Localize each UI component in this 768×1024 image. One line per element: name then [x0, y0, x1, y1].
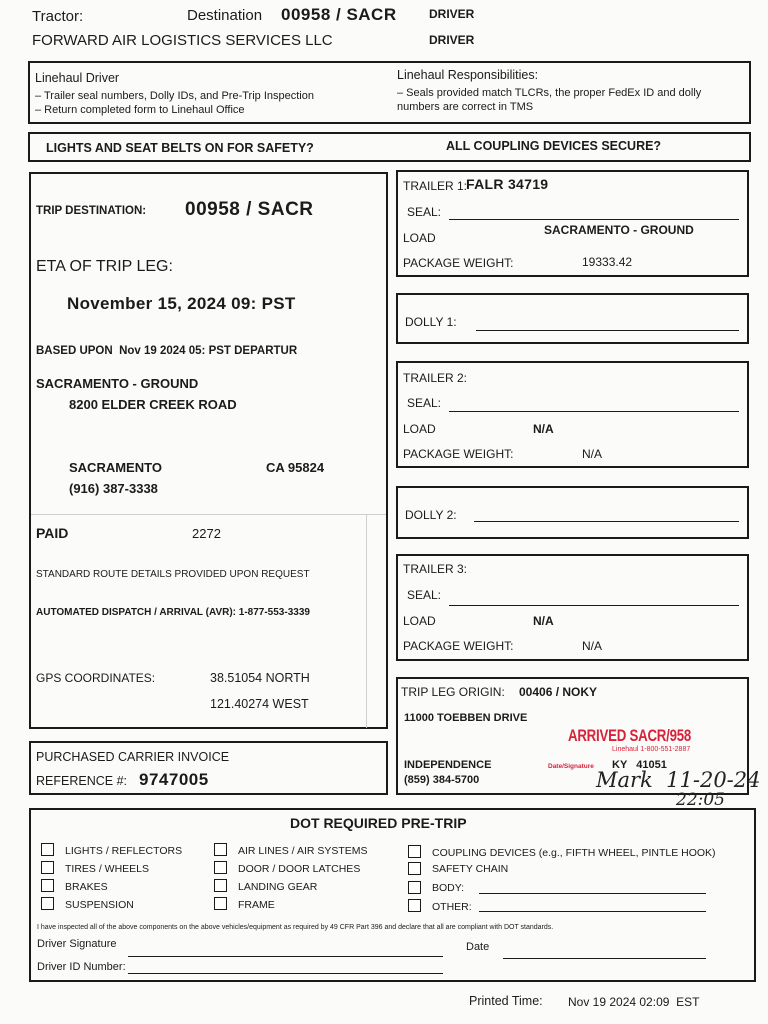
paid-value: 2272	[192, 526, 221, 541]
check-label-other: OTHER:	[432, 901, 472, 913]
checkbox-coupling-devices[interactable]	[408, 845, 421, 858]
invoice-ref-label: REFERENCE #:	[36, 774, 127, 788]
date-line[interactable]	[503, 958, 706, 959]
check-label-air-lines: AIR LINES / AIR SYSTEMS	[238, 845, 368, 857]
safety-lights-text: LIGHTS AND SEAT BELTS ON FOR SAFETY?	[46, 141, 314, 155]
trailer-3-weight-label: PACKAGE WEIGHT:	[403, 639, 514, 653]
dolly-1-line	[476, 330, 739, 331]
trailer-3-weight-value: N/A	[582, 639, 603, 653]
checkbox-other[interactable]	[408, 899, 421, 912]
invoice-box	[29, 741, 388, 795]
destination-label: Destination	[187, 7, 263, 24]
trailer-3-label: TRAILER 3:	[403, 562, 468, 576]
driver-label-1: DRIVER	[429, 7, 475, 21]
check-label-suspension: SUSPENSION	[65, 899, 134, 911]
trailer-2-box	[396, 361, 749, 468]
trailer-1-load-label: LOAD	[403, 231, 436, 245]
check-label-door-latches: DOOR / DOOR LATCHES	[238, 863, 361, 875]
trailer-2-weight-label: PACKAGE WEIGHT:	[403, 447, 514, 461]
arrived-stamp-title: ARRIVED SACR/958	[568, 726, 692, 745]
tractor-label: Tractor:	[32, 8, 84, 25]
driver-signature-line[interactable]	[128, 956, 443, 957]
origin-state-zip: KY 41051	[612, 759, 667, 771]
gps-west: 121.40274 WEST	[210, 697, 309, 711]
arrived-stamp-phone: Linehaul 1-800-551-2887	[612, 746, 691, 753]
checkbox-body[interactable]	[408, 881, 421, 894]
origin-city: INDEPENDENCE	[404, 759, 492, 771]
trailer-2-label: TRAILER 2:	[403, 371, 468, 385]
safety-coupling-text: ALL COUPLING DEVICES SECURE?	[446, 139, 662, 153]
checkbox-brakes[interactable]	[41, 879, 54, 892]
trailer-2-seal-label: SEAL:	[407, 396, 442, 410]
other-input-line[interactable]	[479, 911, 706, 912]
dot-declaration: I have inspected all of the above components on the above vehicles/equipment as required by 49 CFR Part 396 and declare that all are compliant with DOT standards.	[37, 924, 554, 931]
driver-id-label: Driver ID Number:	[37, 961, 126, 973]
check-label-coupling-devices: COUPLING DEVICES (e.g., FIFTH WHEEL, PINTLE HOOK)	[432, 847, 716, 859]
location-state-zip: CA 95824	[266, 460, 325, 475]
date-label: Date	[466, 941, 490, 953]
trailer-2-load-value: N/A	[533, 422, 554, 436]
dolly-1-label: DOLLY 1:	[405, 315, 457, 329]
origin-value: 00406 / NOKY	[519, 685, 598, 699]
trailer-1-seal-label: SEAL:	[407, 205, 442, 219]
dolly-1-box	[396, 293, 749, 344]
dolly-2-line	[474, 521, 739, 522]
trip-box	[29, 172, 388, 729]
arrived-stamp-sig-label: Date/Signature	[548, 763, 594, 770]
linehaul-resp-item-2: numbers are correct in TMS	[397, 101, 534, 113]
linehaul-resp-item-1: – Seals provided match TLCRs, the proper FedEx ID and dolly	[397, 87, 702, 99]
check-label-tires-wheels: TIRES / WHEELS	[65, 863, 150, 875]
gps-label: GPS COORDINATES:	[36, 671, 156, 685]
company-name: FORWARD AIR LOGISTICS SERVICES LLC	[32, 32, 333, 49]
checkbox-lights-reflectors[interactable]	[41, 843, 54, 856]
linehaul-driver-title: Linehaul Driver	[35, 71, 120, 85]
trip-destination-value: 00958 / SACR	[185, 199, 314, 220]
check-label-landing-gear: LANDING GEAR	[238, 881, 318, 893]
printed-time-label: Printed Time:	[469, 994, 543, 1008]
printed-time-value: Nov 19 2024 02:09 EST	[568, 995, 700, 1009]
destination-value: 00958 / SACR	[281, 5, 397, 24]
trailer-2-weight-value: N/A	[582, 447, 603, 461]
check-label-lights-reflectors: LIGHTS / REFLECTORS	[65, 845, 183, 857]
trailer-3-load-value: N/A	[533, 614, 554, 628]
inner-divider	[31, 514, 386, 515]
checkbox-air-lines[interactable]	[214, 843, 227, 856]
linehaul-resp-title: Linehaul Responsibilities:	[397, 68, 539, 82]
dispatch-info: AUTOMATED DISPATCH / ARRIVAL (AVR): 1-877-553-3339	[36, 607, 310, 618]
trailer-1-load-value: SACRAMENTO - GROUND	[544, 223, 694, 237]
check-label-brakes: BRAKES	[65, 881, 108, 893]
trailer-1-id: FALR 34719	[466, 176, 549, 192]
dolly-2-box	[396, 486, 749, 539]
eta-value: November 15, 2024 09: PST	[67, 294, 296, 313]
body-input-line[interactable]	[479, 893, 706, 894]
checkbox-landing-gear[interactable]	[214, 879, 227, 892]
handwritten-time: 22:05	[676, 790, 725, 810]
driver-signature-label: Driver Signature	[37, 938, 117, 950]
trailer-3-box	[396, 554, 749, 661]
dot-title: DOT REQUIRED PRE-TRIP	[290, 815, 467, 831]
inner-vertical-rule	[366, 514, 367, 728]
safety-box	[28, 132, 751, 162]
origin-label: TRIP LEG ORIGIN:	[401, 685, 505, 699]
checkbox-tires-wheels[interactable]	[41, 861, 54, 874]
gps-north: 38.51054 NORTH	[210, 671, 310, 685]
paid-label: PAID	[36, 525, 69, 541]
location-phone: (916) 387-3338	[69, 481, 158, 496]
location-name: SACRAMENTO - GROUND	[36, 376, 199, 391]
origin-address: 11000 TOEBBEN DRIVE	[404, 712, 528, 724]
trailer-1-weight-value: 19333.42	[582, 255, 633, 269]
check-label-frame: FRAME	[238, 899, 275, 911]
checkbox-frame[interactable]	[214, 897, 227, 910]
check-label-safety-chain: SAFETY CHAIN	[432, 863, 509, 875]
driver-id-line[interactable]	[128, 973, 443, 974]
linehaul-driver-item-1: – Trailer seal numbers, Dolly IDs, and Pre-Trip Inspection	[35, 90, 314, 102]
trailer-2-load-label: LOAD	[403, 422, 436, 436]
trailer-3-seal-line	[449, 605, 739, 606]
trailer-1-weight-label: PACKAGE WEIGHT:	[403, 256, 514, 270]
checkbox-safety-chain[interactable]	[408, 862, 421, 875]
checkbox-suspension[interactable]	[41, 897, 54, 910]
checkbox-door-latches[interactable]	[214, 861, 227, 874]
trailer-2-seal-line	[449, 411, 739, 412]
handwritten-signature: Mark 11-20-24	[596, 768, 761, 792]
driver-label-2: DRIVER	[429, 33, 475, 47]
trailer-1-seal-line	[449, 219, 739, 220]
trip-destination-label: TRIP DESTINATION:	[36, 205, 147, 217]
check-label-body: BODY:	[432, 882, 465, 894]
trailer-3-seal-label: SEAL:	[407, 588, 442, 602]
linehaul-driver-item-2: – Return completed form to Linehaul Office	[35, 104, 245, 116]
location-city: SACRAMENTO	[69, 460, 162, 475]
location-address: 8200 ELDER CREEK ROAD	[69, 397, 237, 412]
trailer-1-label: TRAILER 1:	[403, 179, 468, 193]
invoice-ref-value: 9747005	[139, 770, 209, 789]
origin-phone: (859) 384-5700	[404, 774, 480, 786]
invoice-label: PURCHASED CARRIER INVOICE	[36, 750, 230, 764]
dolly-2-label: DOLLY 2:	[405, 508, 457, 522]
trailer-3-load-label: LOAD	[403, 614, 436, 628]
eta-label: ETA OF TRIP LEG:	[36, 258, 173, 275]
route-note: STANDARD ROUTE DETAILS PROVIDED UPON REQUEST	[36, 569, 310, 580]
trailer-1-box	[396, 170, 749, 277]
based-upon-text: BASED UPON Nov 19 2024 05: PST DEPARTUR	[36, 345, 298, 357]
linehaul-info-box	[28, 61, 751, 124]
